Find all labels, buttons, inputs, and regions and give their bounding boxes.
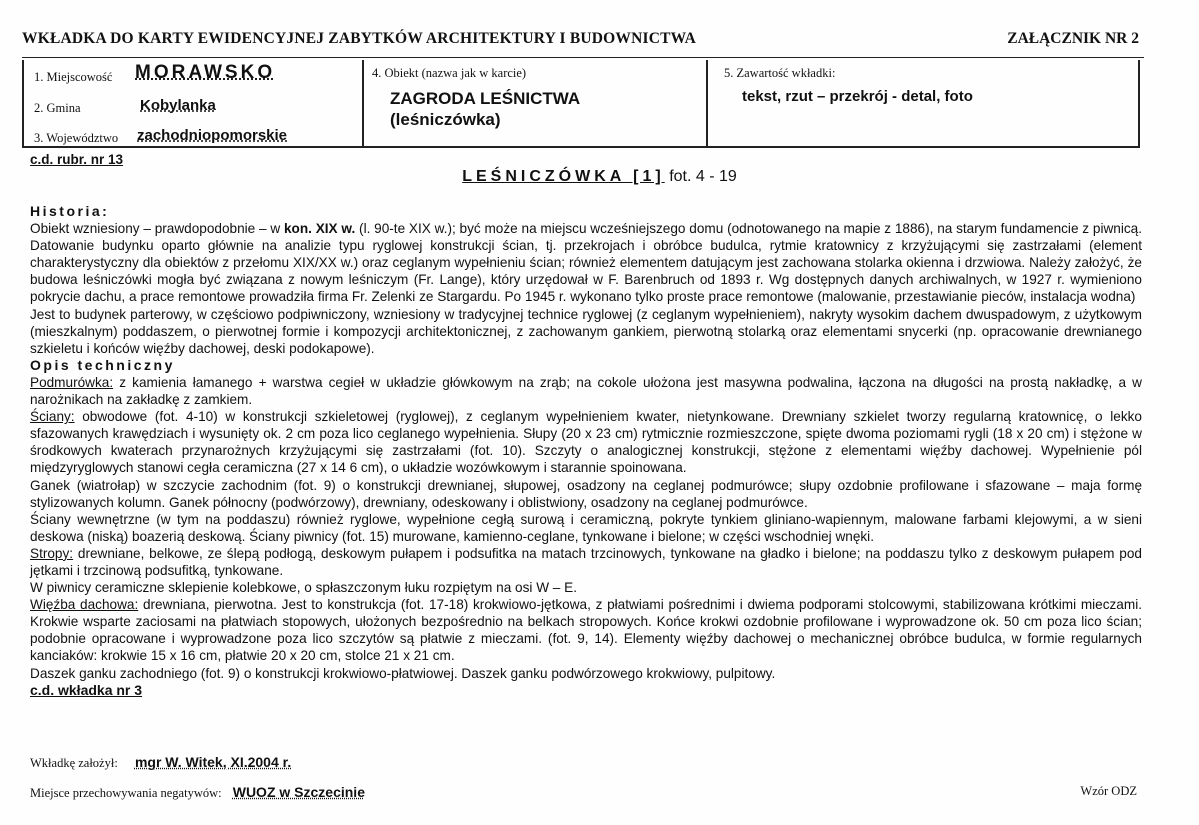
cellar-paragraph: W piwnicy ceramiczne sklepienie kolebkowe, o spłaszczonym łuku rozpiętym na osi W – E. <box>30 580 577 596</box>
box-divider-1 <box>362 60 364 148</box>
continuation-top: c.d. rubr. nr 13 <box>30 152 124 167</box>
porch-roof-paragraph: Daszek ganku zachodniego (fot. 9) o konstrukcji krokwiowo-płatwiowej. Daszek ganku podwórzowego krokwiowy, pulpitowy. <box>30 665 776 681</box>
ceilings-label: Stropy: <box>30 545 74 561</box>
ceilings-text: drewniane, belkowe, ze ślepą podłogą, deskowym pułapem i podsufitka na matach trzcinowych, tynkowane na gładko i bielone; na poddaszu tylko z deskowym pułapem pod jętkami i trzcinową podsufitką, tynkowane. <box>30 545 1142 578</box>
storage-line <box>30 784 365 801</box>
history-paragraph-2: Jest to budynek parterowy, w częściowo podpiwniczony, wzniesiony w tradycyjnej technice ryglowej (z ceglanym wypełnieniem), nakryty wysokim dachem dwuspadowym, z użytkowym (mieszkalnym) poddaszem, o pierwotnej formie i kompozycji architektonicznej, z zachowanym gankiem, pierwotną stolarką oraz elementami snycerki (np. opracowanie drewnianego szkieletu i końców więźby dachowej, deski podokapowe). <box>30 306 1142 356</box>
attachment-number: ZAŁĄCZNIK NR 2 <box>1007 30 1139 47</box>
walls-label: Ściany: <box>30 409 75 425</box>
walls-paragraph <box>30 408 1142 476</box>
continuation-bottom: c.d. wkładka nr 3 <box>30 681 143 698</box>
content-value: tekst, rzut – przekrój - detal, foto <box>742 88 973 105</box>
porch-paragraph: Ganek (wiatrołap) w szczycie zachodnim (fot. 9) o konstrukcji drewnianej, słupowej, osadzony na ceglanej podmurówce; słupy ozdobnie profilowane i sfazowane – maja formę stylizowanych kolumn. Ganek północny (podwórzowy), drewniany, odeskowany i oblistwiony, osadzony na ceglanej podmurówce. <box>30 477 1142 510</box>
roof-text: drewniana, pierwotna. Jest to konstrukcja (fot. 17-18) krokwiowo-jętkowa, z płatwiami pośrednimi i dwiema podporami stolcowymi, stabilizowana krótkimi mieczami. Krokwie wsparte zaciosami na płatwiach stopowych, ułożonych bezpośrednio na belkach stropowych. Końce krokwi ozdobnie profilowane i wyprowadzone ok. 50 cm poza lico ścian; podobnie opracowane i wyprowadzone poza lico szczytów są płatwie z mieczami. (fot. 9, 14). Elementy więźby dachowej o mechanicznej obróbce budulca, w formie regularnych kanciaków: krokwie 15 x 16 cm, płatwie 20 x 20 cm, stolce 21 x 21 cm. <box>30 597 1142 664</box>
section-title <box>0 168 1199 186</box>
commune-label: 2. Gmina <box>34 101 81 115</box>
storage-value: WUOZ w Szczecinie <box>232 784 365 800</box>
inner-walls-paragraph: Ściany wewnętrzne (w tym na poddaszu) również ryglowe, wypełnione cegłą surową i ceramiczną, pokryte tynkiem gliniano-wapiennym, malowane farbami klejowymi, a w sieni deskowa (niską) boazerią deskową. Ściany piwnicy (fot. 15) murowane, kamienno-ceglane, tynkowane i bielone; w części wschodniej wnęki. <box>30 511 1142 544</box>
author-line <box>30 754 291 771</box>
foundation-label: Podmurówka: <box>30 374 114 390</box>
commune-value: Kobylanka <box>140 97 216 114</box>
author-value: mgr W. Witek, XI.2004 r. <box>134 754 292 770</box>
document-body <box>30 203 1142 699</box>
title-photos: fot. 4 - 19 <box>669 168 737 185</box>
author-label: Wkładkę założył: <box>30 756 118 770</box>
storage-label: Miejsce przechowywania negatywów: <box>30 786 222 800</box>
technical-heading: Opis techniczny <box>30 356 175 373</box>
content-label: 5. Zawartość wkładki: <box>724 66 836 80</box>
title-main: LEŚNICZÓWKA [1] <box>462 168 665 185</box>
place-label: 1. Miejscowość <box>34 70 113 84</box>
history-heading: Historia: <box>30 203 110 219</box>
voivodeship-value: zachodniopomorskie <box>137 127 288 144</box>
box-divider-2 <box>706 60 708 148</box>
template-label: Wzór ODZ <box>1080 784 1137 798</box>
foundation-text: z kamienia łamanego + warstwa cegieł w układzie główkowym na zrąb; na cokole ułożona jest masywna podwalina, łączona na długości na prostą nakładkę, a w narożnikach na zakładkę z zamkiem. <box>30 374 1142 408</box>
history-p1-c: (l. 90-te XIX w.); być może na miejscu wcześniejszego domu (odnotowanego na mapie z 1886), na starym fundamencie z piwnicą. Datowanie budynku oparto głównie na analizie typu ryglowej konstrukcji ścian, tj. przekrojach i obróbce budulca, rytmie kratownicy z krzyżującymi się zastrzałami (element charakterystyczny dla obiektów z przełomu XIX/XX w.) oraz ceglanym wypełnieniu ścian; również elementem datującym jest zachowana stolarka okienna i drzwiowa. Należy założyć, że budowa leśniczówki mogła być związana z nowym leśniczym (Fr. Lange), który urzędował w F. Barenbruch od 1893 r. Wg dostępnych danych archiwalnych, w 1927 r. wymieniono pokrycie dachu, a prace remontowe prowadziła firma Fr. Zelenki ze Stargardu. Po 1945 r. wykonano tylko proste prace remontowe (malowanie, przestawianie pieców, instalacja wodna) <box>30 221 1142 305</box>
document-title: WKŁADKA DO KARTY EWIDENCYJNEJ ZABYTKÓW ARCHITEKTURY I BUDOWNICTWA <box>22 30 697 47</box>
roof-paragraph <box>30 596 1142 664</box>
walls-text: obwodowe (fot. 4-10) w konstrukcji szkieletowej (ryglowej), z ceglanym wypełnieniem kwater, nietynkowane. Drewniany szkielet tworzy regularną kratownicę, o lekko sfazowanych krawędziach i wysunięty ok. 2 cm poza lico ceglanego wypełnienia. Słupy (20 x 23 cm) rytmicznie rozmieszczone, spięte dwoma poziomami rygli (18 x 20 cm) i stężone w środkowych kwaterach przynarożnych krzyżującymi się zastrzałami (fot. 10). Szczyty o analogicznej konstrukcji, stężone z elementami więźby dachowej. Wypełnienie pól międzyryglowych stanowi cegła ceramiczna (27 x 14 6 cm), o układzie wozówkowym i starannie spoinowana. <box>30 409 1142 476</box>
voivodeship-label: 3. Województwo <box>34 131 119 145</box>
ceilings-paragraph <box>30 545 1142 579</box>
object-value-line1: ZAGRODA LEŚNICTWA <box>390 89 581 108</box>
place-value: MORAWSKO <box>135 62 276 83</box>
history-p1-date: kon. XIX w. <box>283 221 356 237</box>
object-label: 4. Obiekt (nazwa jak w karcie) <box>372 66 527 80</box>
roof-label: Więźba dachowa: <box>30 597 139 613</box>
history-p1-a: Obiekt wzniesiony – prawdopodobnie – w <box>30 221 284 237</box>
foundation-paragraph <box>30 374 1142 408</box>
header-divider <box>22 57 1144 58</box>
history-paragraph-1 <box>30 220 1142 305</box>
object-value-line2: (leśniczówka) <box>390 110 501 129</box>
